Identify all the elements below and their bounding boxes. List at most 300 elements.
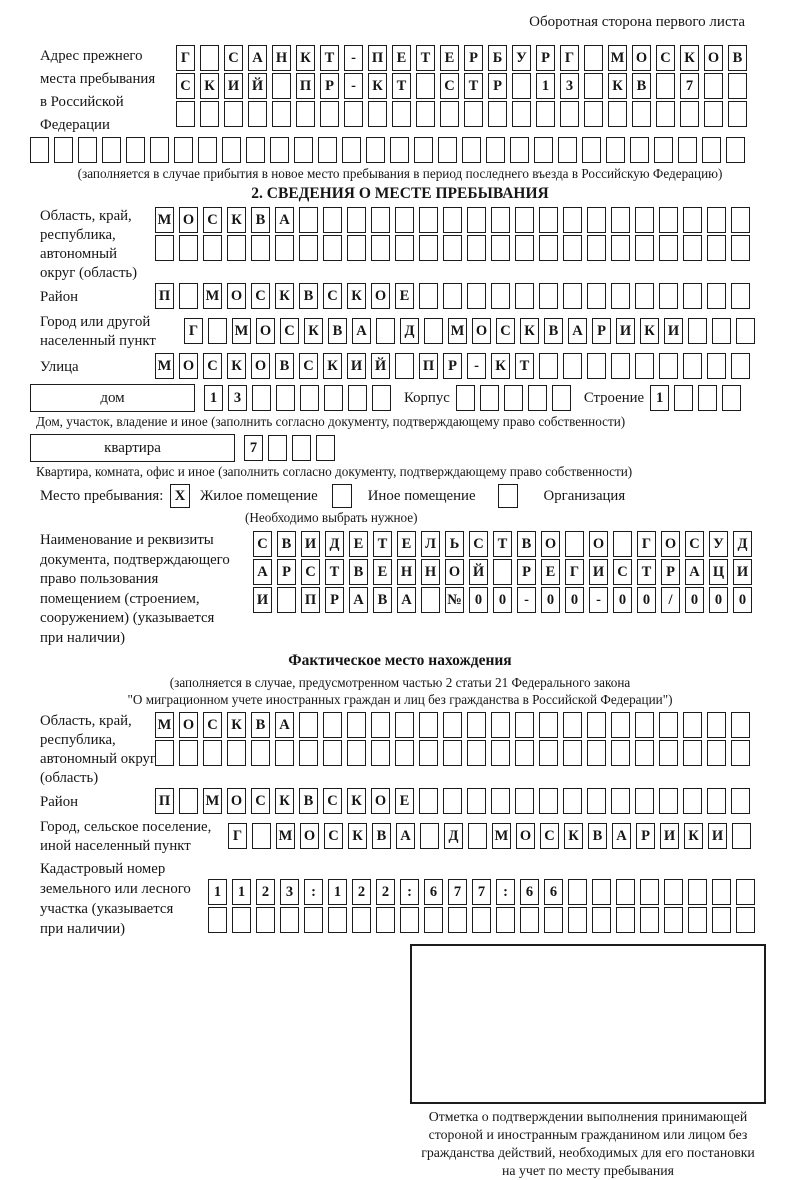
char-cell (731, 235, 750, 261)
char-cell: В (277, 531, 296, 557)
prev-address-row-3[interactable] (176, 101, 752, 127)
char-cell: С (203, 353, 222, 379)
field-district-actual (30, 788, 800, 816)
char-cell (611, 740, 630, 766)
char-cell (200, 45, 219, 71)
char-cell (539, 283, 558, 309)
label-line: автономный округ (40, 751, 156, 767)
char-cell (174, 137, 193, 163)
label-line: Наименование и реквизиты (40, 532, 214, 548)
char-cell (640, 879, 659, 905)
char-cell (630, 137, 649, 163)
char-cell: Т (464, 73, 483, 99)
char-cell (560, 101, 579, 127)
char-cell: И (708, 823, 727, 849)
char-cell: О (445, 559, 464, 585)
char-cell: П (301, 587, 320, 613)
char-cell (491, 283, 510, 309)
char-cell: Р (277, 559, 296, 585)
char-cell: 3 (280, 879, 299, 905)
char-cell (299, 740, 318, 766)
char-cell (368, 101, 387, 127)
char-cell (552, 385, 571, 411)
char-cell (515, 283, 534, 309)
char-cell (371, 235, 390, 261)
option-zhiloe-label: Жилое помещение (200, 487, 318, 504)
stroenie-row[interactable] (650, 385, 746, 411)
char-cell (736, 907, 755, 933)
char-cell: 2 (352, 879, 371, 905)
char-cell: А (248, 45, 267, 71)
house-number-row[interactable] (204, 385, 396, 411)
char-cell (563, 283, 582, 309)
char-cell (587, 740, 606, 766)
label-line: Область, край, (40, 208, 132, 224)
cadastral-label (30, 859, 208, 939)
cadastral-row-1[interactable] (208, 879, 760, 905)
char-cell (731, 283, 750, 309)
char-cell (270, 137, 289, 163)
checkbox-inoe[interactable] (332, 484, 352, 508)
char-cell (424, 907, 443, 933)
char-cell (683, 353, 702, 379)
char-cell: Т (416, 45, 435, 71)
char-cell (640, 907, 659, 933)
char-cell: М (155, 712, 174, 738)
char-cell (539, 235, 558, 261)
checkbox-zhiloe[interactable]: X (170, 484, 190, 508)
char-cell (304, 907, 323, 933)
char-cell: И (589, 559, 608, 585)
char-cell (443, 235, 462, 261)
char-cell (376, 907, 395, 933)
char-cell (568, 907, 587, 933)
char-cell (126, 137, 145, 163)
label-line: республика, (40, 732, 116, 748)
char-cell: М (232, 318, 251, 344)
char-cell: О (300, 823, 319, 849)
char-cell (443, 740, 462, 766)
char-cell: М (155, 207, 174, 233)
char-cell: Й (371, 353, 390, 379)
char-cell (294, 137, 313, 163)
char-cell (702, 137, 721, 163)
section2-title: 2. СВЕДЕНИЯ О МЕСТЕ ПРЕБЫВАНИЯ (251, 185, 549, 202)
char-cell: К (347, 788, 366, 814)
apartment-caption: Квартира, комната, офис и иное (заполнить согласно документу, подтверждающему право собственности) (36, 464, 633, 479)
char-cell (491, 235, 510, 261)
region-row-1[interactable] (155, 207, 755, 233)
field-cadastral (30, 859, 800, 939)
char-cell (299, 235, 318, 261)
label-line: в Российской (40, 94, 124, 110)
char-cell: Р (517, 559, 536, 585)
char-cell (203, 740, 222, 766)
stamp-box (410, 944, 766, 1104)
char-cell: Е (395, 788, 414, 814)
char-cell: П (419, 353, 438, 379)
char-cell (150, 137, 169, 163)
city-label (30, 313, 184, 351)
char-cell: Г (560, 45, 579, 71)
char-cell (424, 318, 443, 344)
char-cell (352, 907, 371, 933)
char-cell: Р (464, 45, 483, 71)
char-cell (736, 879, 755, 905)
cadastral-row-2[interactable] (208, 907, 760, 933)
char-cell (728, 73, 747, 99)
char-cell (251, 235, 270, 261)
char-cell: В (517, 531, 536, 557)
district-actual-label: Район (40, 793, 79, 810)
char-cell (248, 101, 267, 127)
char-cell: И (660, 823, 679, 849)
char-cell: О (256, 318, 275, 344)
char-cell: Т (637, 559, 656, 585)
region-label (30, 207, 155, 283)
char-cell (299, 207, 318, 233)
char-cell: Г (228, 823, 247, 849)
char-cell (539, 712, 558, 738)
korpus-row[interactable] (456, 385, 576, 411)
char-cell: - (344, 45, 363, 71)
char-cell: М (492, 823, 511, 849)
prev-address-row-4[interactable] (30, 137, 800, 163)
char-cell: О (704, 45, 723, 71)
char-cell (252, 385, 271, 411)
char-cell: 1 (232, 879, 251, 905)
field-region (30, 207, 800, 283)
char-cell: В (299, 283, 318, 309)
field-district (30, 283, 800, 311)
char-cell (443, 207, 462, 233)
label-line: Кадастровый номер (40, 861, 166, 877)
char-cell: А (275, 207, 294, 233)
char-cell (563, 235, 582, 261)
char-cell: Т (373, 531, 392, 557)
char-cell (227, 235, 246, 261)
char-cell (515, 235, 534, 261)
region-grid (155, 207, 755, 263)
char-cell (419, 283, 438, 309)
prev-address-row-1[interactable] (176, 45, 752, 71)
char-cell (606, 137, 625, 163)
char-cell: 2 (376, 879, 395, 905)
field-document (30, 531, 800, 648)
char-cell (515, 712, 534, 738)
char-cell: - (517, 587, 536, 613)
char-cell: А (349, 587, 368, 613)
char-cell (678, 137, 697, 163)
char-cell: Р (536, 45, 555, 71)
char-cell (155, 235, 174, 261)
char-cell: О (371, 788, 390, 814)
actual-location-title: Фактическое место нахождения (288, 652, 512, 669)
char-cell (347, 235, 366, 261)
document-row-3[interactable] (253, 587, 757, 613)
char-cell (656, 101, 675, 127)
char-cell (246, 137, 265, 163)
char-cell (536, 101, 555, 127)
char-cell: К (323, 353, 342, 379)
char-cell: Л (421, 531, 440, 557)
char-cell: С (299, 353, 318, 379)
char-cell (515, 207, 534, 233)
char-cell: С (251, 788, 270, 814)
char-cell (419, 712, 438, 738)
field-apartment (30, 434, 800, 462)
char-cell (683, 207, 702, 233)
char-cell (491, 740, 510, 766)
char-cell (467, 788, 486, 814)
char-cell (491, 712, 510, 738)
char-cell: Т (515, 353, 534, 379)
char-cell (736, 318, 755, 344)
stamp-area (378, 944, 798, 1180)
char-cell: Д (733, 531, 752, 557)
char-cell: С (203, 712, 222, 738)
char-cell (102, 137, 121, 163)
char-cell (467, 740, 486, 766)
street-row[interactable] (155, 353, 755, 379)
char-cell: : (400, 879, 419, 905)
char-cell (707, 740, 726, 766)
char-cell: С (469, 531, 488, 557)
char-cell (276, 385, 295, 411)
char-cell (587, 788, 606, 814)
char-cell: А (352, 318, 371, 344)
char-cell: С (224, 45, 243, 71)
char-cell (200, 101, 219, 127)
district-row[interactable] (155, 283, 755, 309)
region-actual-row-2[interactable] (155, 740, 755, 766)
char-cell: В (251, 207, 270, 233)
char-cell (376, 318, 395, 344)
char-cell: Р (320, 73, 339, 99)
label-line: автономный (40, 246, 118, 262)
char-cell: С (656, 45, 675, 71)
label-line: Город или другой (40, 314, 151, 330)
apartment-number-row[interactable] (244, 435, 340, 461)
document-label (30, 531, 253, 648)
char-cell (587, 283, 606, 309)
char-cell (712, 907, 731, 933)
residence-type-note: (Необходимо выбрать нужное) (245, 510, 418, 525)
char-cell: 0 (637, 587, 656, 613)
char-cell (438, 137, 457, 163)
char-cell (275, 235, 294, 261)
char-cell (688, 907, 707, 933)
char-cell: Т (325, 559, 344, 585)
char-cell (395, 712, 414, 738)
char-cell: Е (395, 283, 414, 309)
char-cell: С (251, 283, 270, 309)
actual-location-note-2: "О миграционном учете иностранных граждан и лиц без гражданства в Российской Федерации") (127, 692, 673, 707)
char-cell (392, 101, 411, 127)
region-actual-row-1[interactable] (155, 712, 755, 738)
prev-address-grid (176, 45, 752, 129)
char-cell: 0 (685, 587, 704, 613)
char-cell: В (588, 823, 607, 849)
char-cell: Й (248, 73, 267, 99)
actual-location-note-1: (заполняется в случае, предусмотренном частью 2 статьи 21 Федерального закона (169, 675, 631, 690)
char-cell: М (203, 283, 222, 309)
char-cell: Ь (445, 531, 464, 557)
char-cell (664, 907, 683, 933)
char-cell: 1 (328, 879, 347, 905)
char-cell (635, 353, 654, 379)
char-cell: - (589, 587, 608, 613)
label-line: при наличии) (40, 921, 126, 937)
char-cell (659, 353, 678, 379)
char-cell (443, 283, 462, 309)
char-cell: О (251, 353, 270, 379)
char-cell: В (632, 73, 651, 99)
char-cell (421, 587, 440, 613)
char-cell (488, 101, 507, 127)
char-cell (635, 207, 654, 233)
char-cell (592, 879, 611, 905)
char-cell: Н (397, 559, 416, 585)
char-cell: 1 (536, 73, 555, 99)
house-box-label: дом (30, 384, 195, 412)
char-cell (467, 712, 486, 738)
char-cell: О (227, 788, 246, 814)
char-cell (674, 385, 693, 411)
char-cell (683, 740, 702, 766)
char-cell: Г (176, 45, 195, 71)
char-cell (176, 101, 195, 127)
checkbox-organizatsiya[interactable] (498, 484, 518, 508)
char-cell (611, 353, 630, 379)
char-cell: 6 (544, 879, 563, 905)
char-cell: О (179, 207, 198, 233)
field-street (30, 353, 800, 381)
char-cell (707, 788, 726, 814)
label-line: гражданства действий, необходимых для его постановки (421, 1145, 755, 1160)
char-cell (544, 907, 563, 933)
cadastral-grid (208, 859, 760, 935)
char-cell (539, 353, 558, 379)
city-row[interactable] (184, 318, 760, 344)
char-cell: Г (637, 531, 656, 557)
char-cell (728, 101, 747, 127)
char-cell: А (253, 559, 272, 585)
char-cell: В (328, 318, 347, 344)
char-cell (179, 235, 198, 261)
char-cell (683, 235, 702, 261)
char-cell (420, 823, 439, 849)
char-cell (659, 712, 678, 738)
char-cell (419, 740, 438, 766)
char-cell: К (200, 73, 219, 99)
char-cell (616, 907, 635, 933)
char-cell: 0 (565, 587, 584, 613)
char-cell: С (301, 559, 320, 585)
char-cell: О (472, 318, 491, 344)
stamp-caption (378, 1108, 798, 1180)
char-cell: Т (493, 531, 512, 557)
char-cell (400, 907, 419, 933)
char-cell: 7 (472, 879, 491, 905)
char-cell (584, 73, 603, 99)
char-cell: И (347, 353, 366, 379)
field-house (30, 384, 800, 412)
char-cell: К (684, 823, 703, 849)
char-cell: К (640, 318, 659, 344)
char-cell: Р (661, 559, 680, 585)
region-actual-grid (155, 712, 755, 768)
house-caption: Дом, участок, владение и иное (заполнить согласно документу, подтверждающему право собственности) (36, 414, 626, 429)
char-cell: А (685, 559, 704, 585)
document-row-1[interactable] (253, 531, 757, 557)
char-cell: О (661, 531, 680, 557)
label-line: земельного или лесного (40, 881, 191, 897)
char-cell (468, 823, 487, 849)
char-cell: А (397, 587, 416, 613)
char-cell (54, 137, 73, 163)
label-line: иной населенный пункт (40, 838, 191, 854)
char-cell: Е (440, 45, 459, 71)
char-cell: О (541, 531, 560, 557)
char-cell (704, 73, 723, 99)
char-cell: Й (469, 559, 488, 585)
char-cell: С (203, 207, 222, 233)
char-cell: М (276, 823, 295, 849)
char-cell (344, 101, 363, 127)
char-cell (272, 101, 291, 127)
char-cell (712, 879, 731, 905)
char-cell (296, 101, 315, 127)
char-cell (323, 740, 342, 766)
char-cell (155, 740, 174, 766)
char-cell: С (253, 531, 272, 557)
char-cell (467, 283, 486, 309)
district-actual-row[interactable] (155, 788, 755, 814)
prev-address-note: (заполняется в случае прибытия в новое место пребывания в период последнего въезда в Российскую Федерацию) (77, 166, 723, 181)
char-cell: К (348, 823, 367, 849)
region-row-2[interactable] (155, 235, 755, 261)
char-cell (731, 353, 750, 379)
char-cell (698, 385, 717, 411)
char-cell: А (396, 823, 415, 849)
document-row-2[interactable] (253, 559, 757, 585)
prev-address-row-2[interactable] (176, 73, 752, 99)
char-cell: П (296, 73, 315, 99)
char-cell: Р (592, 318, 611, 344)
label-line: участка (указывается (40, 901, 174, 917)
char-cell: Г (565, 559, 584, 585)
char-cell (467, 235, 486, 261)
char-cell: О (179, 353, 198, 379)
char-cell: В (372, 823, 391, 849)
char-cell: 6 (424, 879, 443, 905)
char-cell: И (733, 559, 752, 585)
char-cell: А (275, 712, 294, 738)
char-cell: Е (392, 45, 411, 71)
char-cell (654, 137, 673, 163)
char-cell (680, 101, 699, 127)
char-cell (587, 712, 606, 738)
char-cell: М (608, 45, 627, 71)
label-line: Город, сельское поселение, (40, 819, 212, 835)
char-cell: Г (184, 318, 203, 344)
char-cell: К (227, 712, 246, 738)
char-cell: С (176, 73, 195, 99)
char-cell: К (680, 45, 699, 71)
city-actual-row[interactable] (228, 823, 756, 849)
char-cell: М (155, 353, 174, 379)
